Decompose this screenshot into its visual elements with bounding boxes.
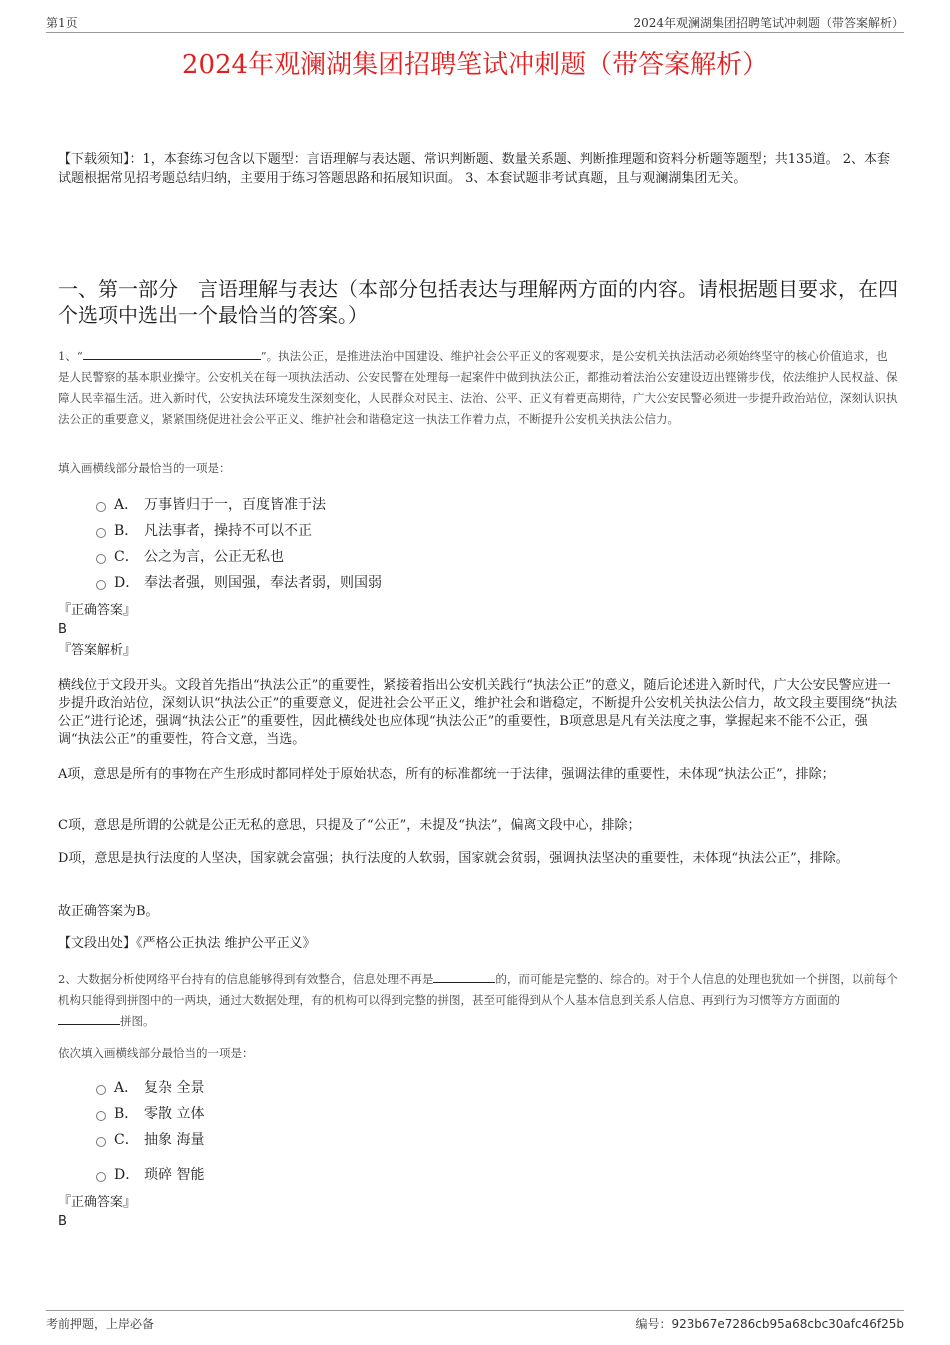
- footer-slogan: 考前押题，上岸必备: [46, 1317, 155, 1331]
- footer-code: 编号：923b67e7286cb95a68cbc30afc46f25b: [635, 1317, 904, 1331]
- radio-icon[interactable]: [96, 528, 106, 538]
- question-2-ask: 依次填入画横线部分最恰当的一项是：: [58, 1046, 254, 1060]
- radio-icon[interactable]: [96, 1172, 106, 1182]
- analysis-paragraph: A项，意思是所有的事物在产生形成时都同样处于原始状态，所有的标准都统一于法律，强调法律的重要性，未体现“执法公正”，排除；: [58, 767, 835, 782]
- radio-icon[interactable]: [96, 1137, 106, 1147]
- correct-answer: B: [58, 622, 67, 637]
- option-d[interactable]: D． 奉法者强，则国强，奉法者弱，则国弱: [96, 573, 382, 593]
- answer-label: 『正确答案』: [58, 1195, 137, 1210]
- question-1-text: 1、“ ”。执法公正，是推进法治中国建设、维护社会公平正义的客观要求，是公安机关执法活动必须始终坚守的核心价值追求，也是人民警察的基本职业操守。公安机关在每一项执法活动、公安民警在处理每一起案件中做到执法公正，都推动着法治公安建设迈出铿锵步伐，依法维护人民权益、保障人民幸福生活。进入新时代，公安执法环境发生深刻变化，人民群众对民主、法治、公平、正义有着更高期待，广大公安民警必须进一步提升政治站位，深刻认识执法公正的重要意义，紧紧围绕促进社会公平正义、维护社会和谐稳定这一执法工作着力点，不断提升公安机关执法公信力。: [58, 349, 898, 426]
- analysis-label: 『答案解析』: [58, 643, 137, 658]
- question-2-text: 2、大数据分析使网络平台持有的信息能够得到有效整合，信息处理不再是 的，而可能是完整的、综合的。对于个人信息的处理也犹如一个拼图，以前每个机构只能得到拼图中的一两块，通过大数据处理，有的机构可以得到完整的拼图，甚至可能得到从个人基本信息到关系人信息、再到行为习惯等方方面面的拼图。: [58, 972, 898, 1028]
- answer-blank: [58, 1014, 120, 1025]
- analysis-conclusion: 故正确答案为B。: [58, 904, 159, 919]
- question-1-ask: 填入画横线部分最恰当的一项是：: [58, 461, 231, 475]
- page-number: 第1页: [46, 16, 78, 30]
- radio-icon[interactable]: [96, 1085, 106, 1095]
- radio-icon[interactable]: [96, 580, 106, 590]
- option-b[interactable]: B． 零散 立体: [96, 1104, 204, 1124]
- option-d[interactable]: D． 琐碎 智能: [96, 1165, 204, 1185]
- radio-icon[interactable]: [96, 502, 106, 512]
- answer-blank: [433, 972, 495, 983]
- radio-icon[interactable]: [96, 1111, 106, 1121]
- page-footer: [46, 1310, 904, 1332]
- option-a[interactable]: A． 万事皆归于一，百度皆准于法: [96, 495, 326, 515]
- section-heading: 一、第一部分 言语理解与表达（本部分包括表达与理解两方面的内容。请根据题目要求，在四个选项中选出一个最恰当的答案。）: [58, 277, 898, 327]
- radio-icon[interactable]: [96, 554, 106, 564]
- option-c[interactable]: C． 公之为言，公正无私也: [96, 547, 284, 567]
- download-notice: 【下载须知】：1，本套练习包含以下题型：言语理解与表达题、常识判断题、数量关系题、判断推理题和资料分析题等题型；共135道。 2、本套试题根据常见招考题总结归纳，主要用于练习答题思路和拓展知识面。 3、本套试题非考试真题，且与观澜湖集团无关。: [58, 152, 890, 186]
- option-a[interactable]: A． 复杂 全景: [96, 1078, 204, 1098]
- document-title: 2024年观澜湖集团招聘笔试冲刺题（带答案解析）: [181, 50, 769, 80]
- option-c[interactable]: C． 抽象 海量: [96, 1130, 204, 1150]
- page-header: [46, 14, 904, 33]
- analysis-paragraph: C项，意思是所谓的公就是公正无私的意思，只提及了“公正”，未提及“执法”，偏离文段中心，排除；: [58, 818, 641, 833]
- analysis-paragraph: 横线位于文段开头。文段首先指出“执法公正”的重要性，紧接着指出公安机关践行“执法公正”的意义，随后论述进入新时代，广大公安民警应进一步提升政治站位，深刻认识“执法公正”的重要意义，促进社会公平正义，维护社会和谐稳定，不断提升公安机关执法公信力，故文段主要围绕“执法公正”进行论述，强调“执法公正”的重要性，因此横线处也应体现“执法公正”的重要性，B项意思是凡有关法度之事，掌握起来不能不公正，强调“执法公正”的重要性，符合文意，当选。: [58, 678, 897, 747]
- analysis-paragraph: D项，意思是执行法度的人坚决，国家就会富强；执行法度的人软弱，国家就会贫弱，强调执法坚决的重要性，未体现“执法公正”，排除。: [58, 851, 849, 866]
- answer-blank: [83, 349, 261, 360]
- correct-answer: B: [58, 1214, 67, 1229]
- option-b[interactable]: B． 凡法事者，操持不可以不正: [96, 521, 312, 541]
- answer-label: 『正确答案』: [58, 603, 137, 618]
- header-title: 2024年观澜湖集团招聘笔试冲刺题（带答案解析）: [633, 16, 904, 30]
- source-note: 【文段出处】《严格公正执法 维护公平正义》: [58, 936, 316, 951]
